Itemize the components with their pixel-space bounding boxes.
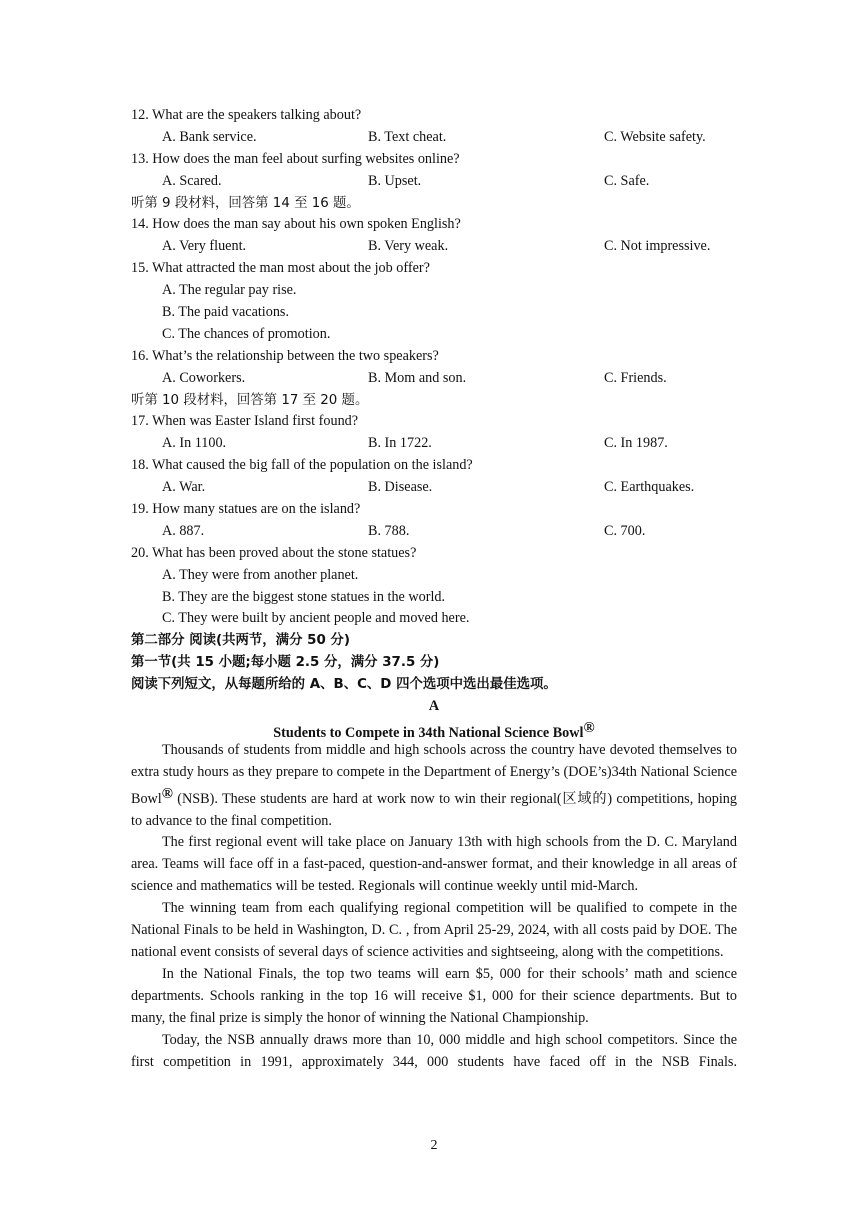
option-c: C. Earthquakes. bbox=[604, 479, 695, 496]
page-number: 2 bbox=[430, 1138, 438, 1153]
option-b: B. The paid vacations. bbox=[162, 304, 290, 321]
question-stem: 17. When was Easter Island first found? bbox=[131, 413, 359, 430]
question-stem: 16. What’s the relationship between the two speakers? bbox=[131, 347, 439, 364]
part-two-title: 第二部分 阅读(共两节，满分 50 分) bbox=[131, 633, 350, 649]
question-stem: 15. What attracted the man most about the job offer? bbox=[131, 260, 430, 277]
option-b: B. Mom and son. bbox=[368, 369, 467, 386]
option-b: B. Text cheat. bbox=[368, 128, 447, 145]
registered-mark: ® bbox=[583, 719, 595, 736]
passage-paragraph-4: In the National Finals, the top two teams will earn $5, 000 for their schools’ math and science departments. Schools ranking in the top 16 will receive $1, 000 for their science departments. But to many, the final prize is simply the honor of winning the National Championship. bbox=[131, 965, 737, 1026]
passage-title bbox=[131, 718, 737, 740]
option-b: B. In 1722. bbox=[368, 435, 432, 452]
passage-paragraph-1 bbox=[131, 740, 737, 833]
option-a: A. Scared. bbox=[162, 172, 222, 189]
p1-text-b: (NSB). These students are hard at work now to win their regional(区域的) competitions, hoping to advance to the final competition. bbox=[131, 790, 737, 829]
option-c: C. Website safety. bbox=[604, 128, 706, 145]
options-row bbox=[131, 171, 737, 193]
option-a: A. Bank service. bbox=[162, 128, 257, 145]
option-c: C. 700. bbox=[604, 522, 646, 539]
option-b: B. Disease. bbox=[368, 479, 433, 496]
option-b: B. Upset. bbox=[368, 172, 422, 189]
page-content bbox=[131, 105, 737, 1073]
options-row bbox=[131, 127, 737, 149]
passage-paragraph-3: The winning team from each qualifying regional competition will be qualified to compete in the National Finals to be held in Washington, D. C. , from April 25-29, 2024, with all costs paid by DOE. The national event consists of several days of science activities and sightseeing, along with the competitions. bbox=[131, 900, 737, 960]
passage-paragraph-5: Today, the NSB annually draws more than 10, 000 middle and high school competitors. Since the first competition in 1991, approximately 344, 000 students have faced off in the NSB Finals. bbox=[131, 1031, 737, 1070]
options-row bbox=[131, 433, 737, 455]
passage-letter: A bbox=[428, 698, 440, 715]
question-stem: 20. What has been proved about the stone statues? bbox=[131, 544, 417, 561]
listening-questions bbox=[131, 105, 737, 630]
option-c: C. The chances of promotion. bbox=[162, 325, 331, 342]
option-a: A. They were from another planet. bbox=[162, 566, 359, 583]
option-b: B. Very weak. bbox=[368, 238, 449, 255]
option-a: A. War. bbox=[162, 479, 206, 496]
option-b: B. 788. bbox=[368, 522, 410, 539]
options-row bbox=[131, 236, 737, 258]
section-one-title: 第一节(共 15 小题;每小题 2.5 分，满分 37.5 分) bbox=[131, 655, 440, 671]
option-a: A. In 1100. bbox=[162, 435, 227, 452]
option-a: A. The regular pay rise. bbox=[162, 282, 297, 299]
options-row bbox=[131, 521, 737, 543]
option-a: A. Very fluent. bbox=[162, 238, 247, 255]
option-c: C. Safe. bbox=[604, 172, 650, 189]
passage-title-text: Students to Compete in 34th National Science Bowl bbox=[273, 724, 584, 741]
passage-paragraph-2: The first regional event will take place on January 13th with high schools from the D. C. Maryland area. Teams will face off in a fast-paced, question-and-answer format, and their knowledge in all areas of science and mathematics will be tested. Regionals will continue weekly until mid-March. bbox=[131, 834, 737, 895]
question-stem: 18. What caused the big fall of the population on the island? bbox=[131, 457, 473, 474]
question-stem: 19. How many statues are on the island? bbox=[131, 501, 361, 518]
option-c: C. Not impressive. bbox=[604, 238, 711, 255]
option-c: C. They were built by ancient people and moved here. bbox=[162, 610, 470, 627]
section-instruction: 听第 10 段材料，回答第 17 至 20 题。 bbox=[131, 392, 369, 408]
option-c: C. Friends. bbox=[604, 369, 667, 386]
question-stem: 14. How does the man say about his own spoken English? bbox=[131, 216, 461, 233]
p1-text-a: Thousands of students from middle and high schools across the country have devoted themselves to extra study hours as they prepare to compete in the Department of Energy’s (DOE’s)34th National Science Bowl bbox=[131, 741, 737, 807]
section-instruction: 听第 9 段材料，回答第 14 至 16 题。 bbox=[131, 195, 360, 211]
question-stem: 13. How does the man feel about surfing websites online? bbox=[131, 150, 460, 167]
option-b: B. They are the biggest stone statues in the world. bbox=[162, 588, 446, 605]
options-row bbox=[131, 477, 737, 499]
question-stem: 12. What are the speakers talking about? bbox=[131, 107, 362, 123]
option-a: A. 887. bbox=[162, 522, 205, 539]
option-c: C. In 1987. bbox=[604, 435, 668, 452]
reading-instruction: 阅读下列短文，从每题所给的 A、B、C、D 四个选项中选出最佳选项。 bbox=[131, 677, 557, 693]
registered-mark-inline: ® bbox=[161, 785, 173, 802]
option-a: A. Coworkers. bbox=[162, 369, 246, 386]
options-row bbox=[131, 368, 737, 390]
